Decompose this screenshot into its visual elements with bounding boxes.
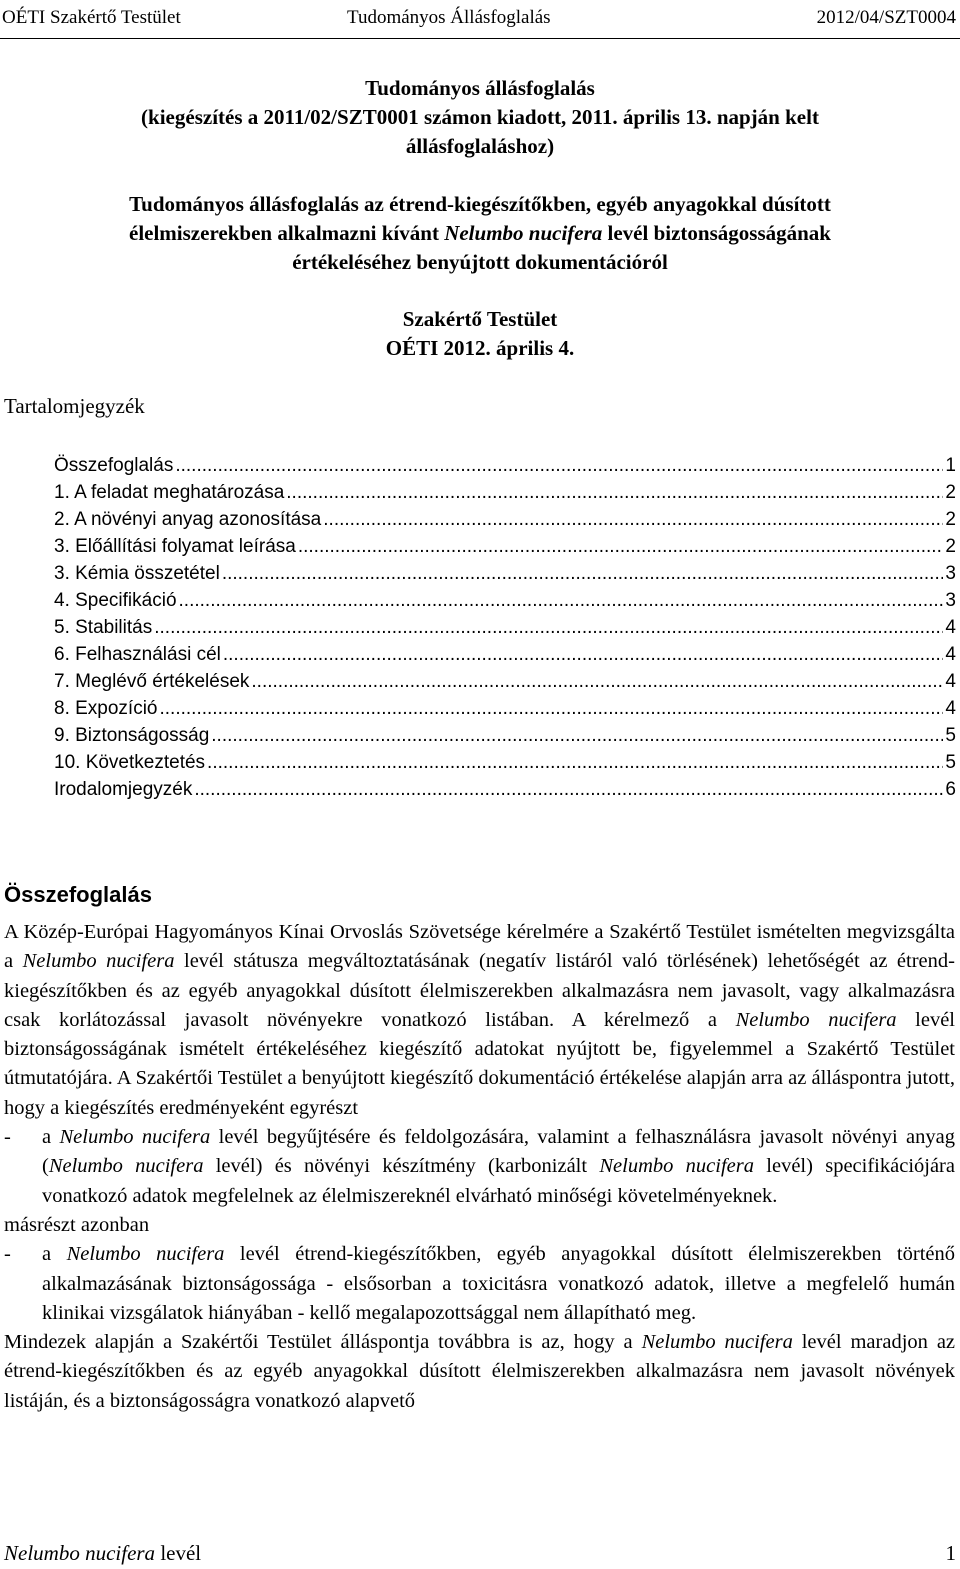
- toc-entry-page: 4: [945, 617, 956, 638]
- toc-entry-label: 3. Előállítási folyamat leírása: [54, 536, 296, 557]
- toc-leader-dots: [211, 722, 943, 749]
- header-org: OÉTI Szakértő Testület: [2, 7, 181, 28]
- toc-entry-label: 10. Következtetés: [54, 752, 206, 773]
- toc-entry-page: 5: [945, 752, 956, 773]
- document-subject: Tudományos állásfoglalás az étrend-kiegészítőkben, egyéb anyagokkal dúsított élelmiszerekben alkalmazni kívánt Nelumbo nucifera levél biztonságosságának értékeléséhez benyújtott dokumentációról: [129, 192, 831, 274]
- issuer-block: [0, 305, 960, 363]
- toc-entry[interactable]: [54, 695, 956, 722]
- toc-entry[interactable]: [54, 614, 956, 641]
- toc-entry-page: 6: [945, 779, 956, 800]
- toc-leader-dots: [207, 749, 943, 776]
- toc-entry-label: 9. Biztonságosság: [54, 725, 210, 746]
- toc-entry-label: 3. Kémia összetétel: [54, 563, 220, 584]
- table-of-contents: [54, 452, 956, 803]
- toc-leader-dots: [175, 452, 943, 479]
- toc-heading: Tartalomjegyzék: [4, 394, 145, 418]
- issuer: Szakértő Testület: [402, 307, 558, 331]
- toc-leader-dots: [154, 614, 943, 641]
- toc-entry-page: 2: [945, 509, 956, 530]
- toc-leader-dots: [179, 587, 944, 614]
- summary-paragraph: A Közép-Európai Hagyományos Kínai Orvoslás Szövetsége kérelmére a Szakértő Testület ismételten megvizsgálta a Nelumbo nucifera levél státusza megváltoztatásának (negatív listáról való törlésének) lehetőségét az étrend-kiegészítőkben és az egyéb anyagokkal dúsított élelmiszerekben alkalmazásra nem javasolt, vagy alkalmazásra csak korlátozással javasolt növényekre vonatkozó listában. A kérelmező a Nelumbo nucifera levél biztonságosságának ismételt értékeléséhez kiegészítő adatokat nyújtott be, figyelemmel a Szakértő Testület útmutatójára. A Szakértői Testület a benyújtott kiegészítő dokumentáció értékelése alapján arra az álláspontra jutott, hogy a kiegészítés eredményeként egyrészt: [4, 921, 955, 1119]
- toc-leader-dots: [251, 668, 943, 695]
- page-header: [0, 0, 960, 39]
- summary-dash-item: - a Nelumbo nucifera levél begyűjtésére és feldolgozására, valamint a felhasználásra javasolt növényi anyag (Nelumbo nucifera levél) és növényi készítmény (karbonizált Nelumbo nucifera levél) specifikációjára vonatkozó adatok megfelelnek az élelmiszereknél elvárható minőségi követelményeknek.: [4, 1126, 955, 1207]
- toc-entry[interactable]: [54, 560, 956, 587]
- header-doc-number: 2012/04/SZT0004: [816, 7, 956, 28]
- summary-heading: Összefoglalás: [4, 882, 152, 907]
- header-doc-type: Tudományos Állásfoglalás: [347, 7, 551, 28]
- toc-entry[interactable]: [54, 749, 956, 776]
- toc-entry[interactable]: [54, 641, 956, 668]
- toc-entry[interactable]: [54, 479, 956, 506]
- toc-entry[interactable]: [54, 533, 956, 560]
- toc-entry-page: 3: [945, 590, 956, 611]
- page-number: 1: [945, 1541, 956, 1565]
- toc-entry-label: Irodalomjegyzék: [54, 779, 193, 800]
- page-footer: Nelumbo nucifera levél 1: [4, 1539, 956, 1568]
- toc-entry-page: 4: [945, 671, 956, 692]
- toc-entry[interactable]: [54, 587, 956, 614]
- toc-entry-label: 1. A feladat meghatározása: [54, 482, 285, 503]
- species-name: Nelumbo nucifera: [444, 221, 603, 245]
- toc-entry-label: 7. Meglévő értékelések: [54, 671, 250, 692]
- toc-entry-label: 8. Expozíció: [54, 698, 158, 719]
- toc-entry-label: 4. Specifikáció: [54, 590, 177, 611]
- toc-entry[interactable]: [54, 452, 956, 479]
- toc-leader-dots: [286, 479, 943, 506]
- toc-entry[interactable]: [54, 668, 956, 695]
- toc-entry-label: Összefoglalás: [54, 455, 174, 476]
- toc-entry-label: 2. A növényi anyag azonosítása: [54, 509, 322, 530]
- toc-entry-page: 4: [945, 698, 956, 719]
- toc-leader-dots: [222, 560, 944, 587]
- toc-entry-page: 4: [945, 644, 956, 665]
- toc-leader-dots: [323, 506, 943, 533]
- toc-leader-dots: [194, 776, 943, 803]
- toc-entry-page: 2: [945, 482, 956, 503]
- summary-paragraph: másrészt azonban: [4, 1213, 150, 1236]
- issue-date: OÉTI 2012. április 4.: [385, 336, 575, 360]
- summary-paragraph: Mindezek alapján a Szakértői Testület álláspontja továbbra is az, hogy a Nelumbo nucifera levél maradjon az étrend-kiegészítőkben és az egyéb anyagokkal dúsított élelmiszerekben alkalmazásra nem javasolt növények listáján, és a biztonságosságra vonatkozó alapvető: [4, 1331, 956, 1412]
- toc-leader-dots: [160, 695, 944, 722]
- summary-body: [4, 918, 955, 1416]
- toc-entry-page: 3: [945, 563, 956, 584]
- toc-entry-label: 5. Stabilitás: [54, 617, 153, 638]
- toc-entry-label: 6. Felhasználási cél: [54, 644, 221, 665]
- toc-entry-page: 5: [945, 725, 956, 746]
- toc-entry[interactable]: [54, 776, 956, 803]
- toc-leader-dots: [223, 641, 944, 668]
- toc-entry-page: 1: [945, 455, 956, 476]
- toc-leader-dots: [298, 533, 944, 560]
- summary-dash-item: - a Nelumbo nucifera levél étrend-kiegészítőkben, egyéb anyagokkal dúsított élelmiszerekben történő alkalmazásának biztonságossága - elsősorban a toxicitásra vonatkozó adatok, illetve a megfelelő humán klinikai vizsgálatok hiányában - kellő megalapozottsággal nem állapítható meg.: [4, 1243, 955, 1324]
- toc-entry-page: 2: [945, 536, 956, 557]
- footer-species: Nelumbo nucifera: [4, 1541, 156, 1565]
- toc-entry[interactable]: [54, 506, 956, 533]
- document-title: Tudományos állásfoglalás (kiegészítés a 2011/02/SZT0001 számon kiadott, 2011. április 13. napján kelt állásfoglaláshoz): [141, 76, 819, 158]
- toc-entry[interactable]: [54, 722, 956, 749]
